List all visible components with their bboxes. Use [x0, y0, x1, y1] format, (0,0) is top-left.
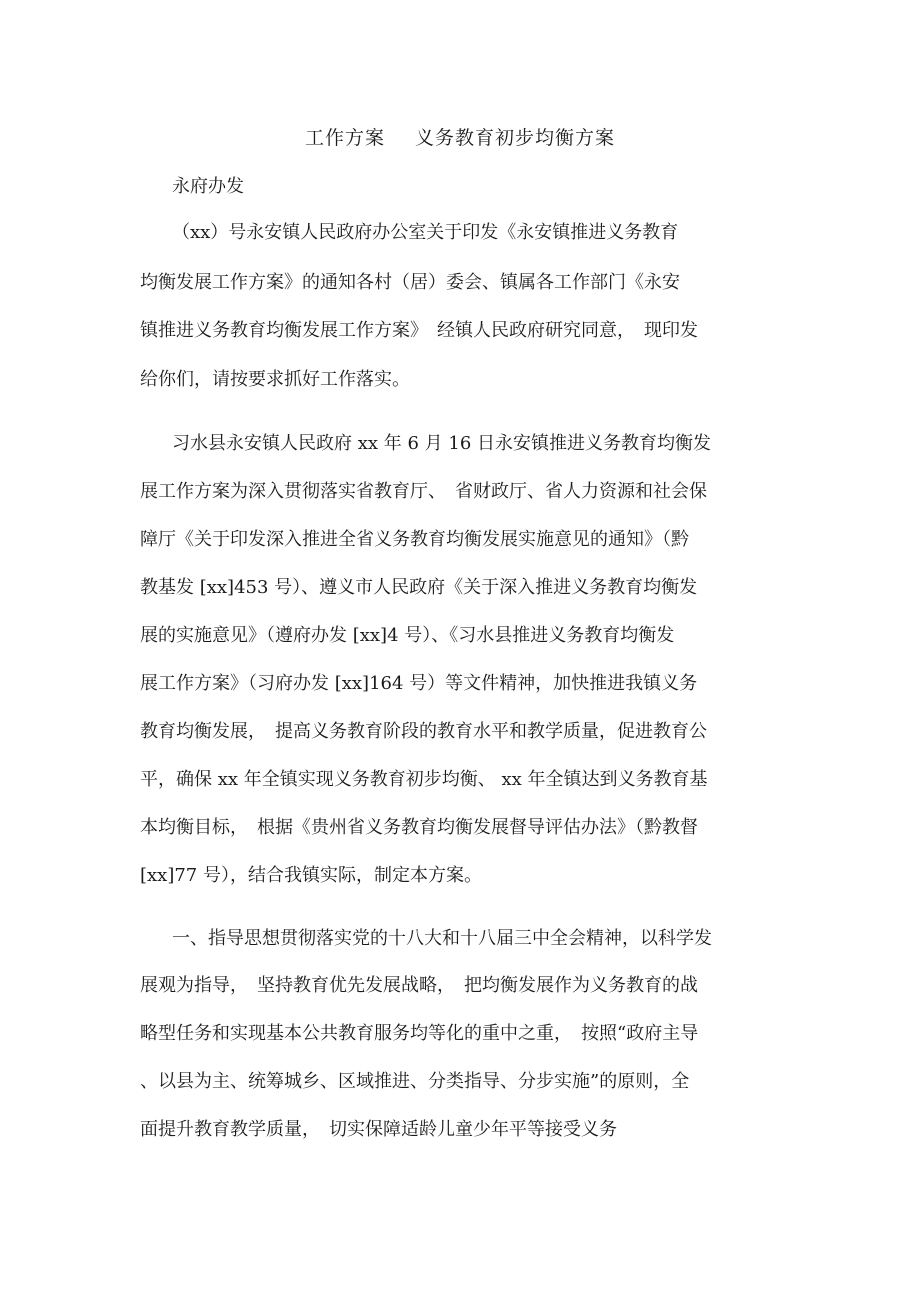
paragraph-2-line-3: 障厅《关于印发深入推进全省义务教育均衡发展实施意见的通知》（黔 [140, 529, 689, 550]
issuer-line: 永府办发 [172, 176, 244, 197]
document-title [0, 123, 920, 153]
paragraph-3-line-5: 面提升教育教学质量， 切实保障适龄儿童少年平等接受义务 [140, 1119, 617, 1140]
paragraph-3-line-2: 展观为指导， 坚持教育优先发展战略， 把均衡发展作为义务教育的战 [140, 975, 698, 996]
paragraph-2-line-10: [xx]77 号），结合我镇实际，制定本方案。 [140, 865, 482, 886]
paragraph-3-line-1: 一、指导思想贯彻落实党的十八大和十八届三中全会精神，以科学发 [172, 928, 712, 949]
paragraph-2-line-2: 展工作方案为深入贯彻落实省教育厅、 省财政厅、省人力资源和社会保 [140, 481, 707, 502]
paragraph-1-line-1: （xx）号永安镇人民政府办公室关于印发《永安镇推进义务教育 [172, 222, 679, 243]
paragraph-1-line-2: 均衡发展工作方案》的通知各村（居）委会、镇属各工作部门《永安 [140, 272, 680, 293]
paragraph-2-line-8: 平，确保 xx 年全镇实现义务教育初步均衡、 xx 年全镇达到义务教育基 [140, 769, 708, 790]
paragraph-2-line-5: 展的实施意见》（遵府办发 [xx]4 号）、《习水县推进义务教育均衡发 [140, 625, 675, 646]
paragraph-2-line-9: 本均衡目标， 根据《贵州省义务教育均衡发展督导评估办法》（黔教督 [140, 817, 698, 838]
paragraph-2-line-6: 展工作方案》（习府办发 [xx]164 号）等文件精神，加快推进我镇义务 [140, 673, 698, 694]
title-part-1: 工作方案 [304, 127, 385, 149]
paragraph-2-line-4: 教基发 [xx]453 号）、遵义市人民政府《关于深入推进义务教育均衡发 [140, 577, 698, 598]
paragraph-1-line-4: 给你们，请按要求抓好工作落实。 [140, 369, 410, 390]
paragraph-2-line-1: 习水县永安镇人民政府 xx 年 6 月 16 日永安镇推进义务教育均衡发 [172, 433, 711, 454]
paragraph-3-line-4: 、以县为主、统筹城乡、区域推进、分类指导、分步实施”的原则，全 [140, 1071, 690, 1092]
paragraph-2-line-7: 教育均衡发展， 提高义务教育阶段的教育水平和教学质量，促进教育公 [140, 721, 707, 742]
title-part-2: 义务教育初步均衡方案 [415, 127, 616, 149]
paragraph-3-line-3: 略型任务和实现基本公共教育服务均等化的重中之重， 按照“政府主导 [140, 1023, 699, 1044]
paragraph-1-line-3: 镇推进义务教育均衡发展工作方案》 经镇人民政府研究同意， 现印发 [140, 320, 698, 341]
